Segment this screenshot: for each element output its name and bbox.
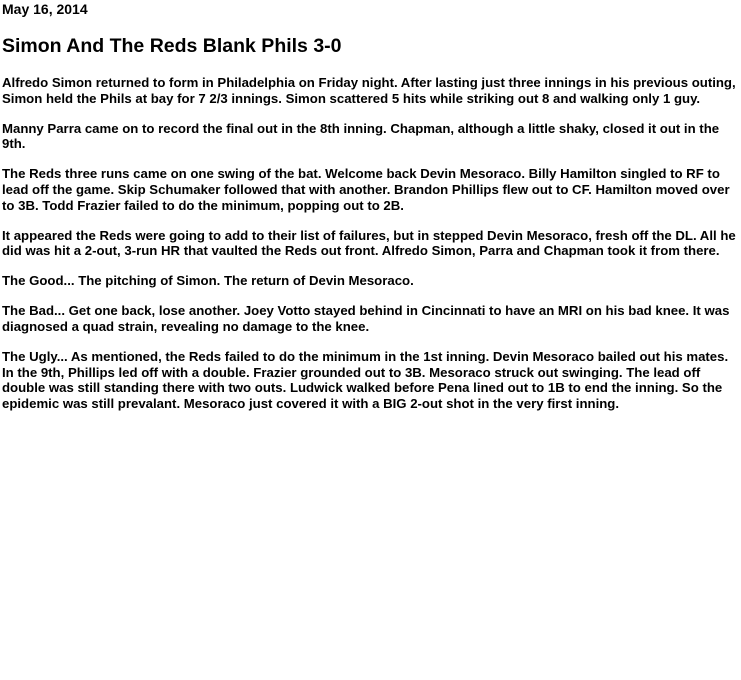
post-date: May 16, 2014 — [2, 1, 88, 17]
paragraph-the-bad: The Bad... Get one back, lose another. Joey Votto stayed behind in Cincinnati to have an MRI on his bad knee. It was diagnosed a quad strain, revealing no damage to the knee. — [2, 303, 730, 335]
paragraph-three-runs: The Reds three runs came on one swing of the bat. Welcome back Devin Mesoraco. Billy Hamilton singled to RF to lead off the game. Skip Schumaker followed that with another. Brandon Phillips flew out to CF. Hamilton moved over to 3B. Todd Frazier failed to do the minimum, popping out to 2B. — [2, 166, 730, 213]
paragraph-the-ugly: The Ugly... As mentioned, the Reds failed to do the minimum in the 1st inning. Devin Mesoraco bailed out his mates. In the 9th, Phillips led off with a double. Frazier grounded out to 3B. Mesoraco struck out swinging. The lead off double was still standing there with two outs. Ludwick walked before Pena lined out to 1B to end the inning. So the epidemic was still prevalant. Mesoraco just covered it with a BIG 2-out shot in the very first inning. — [2, 349, 729, 411]
post-title: Simon And The Reds Blank Phils 3-0 — [2, 35, 342, 57]
paragraph-the-good: The Good... The pitching of Simon. The return of Devin Mesoraco. — [2, 273, 414, 289]
paragraph-bullpen: Manny Parra came on to record the final out in the 8th inning. Chapman, although a little shaky, closed it out in the 9th. — [2, 120, 720, 152]
post-body — [2, 75, 739, 412]
paragraph-mesoraco-hr: It appeared the Reds were going to add to their list of failures, but in stepped Devin Mesoraco, fresh off the DL. All he did was hit a 2-out, 3-run HR that vaulted the Reds out front. Alfredo Simon, Parra and Chapman took it from there. — [2, 227, 736, 259]
paragraph-simon-returns: Alfredo Simon returned to form in Philadelphia on Friday night. After lasting just three innings in his previous outing, Simon held the Phils at bay for 7 2/3 innings. Simon scattered 5 hits while striking out 8 and walking only 1 guy. — [2, 75, 736, 106]
